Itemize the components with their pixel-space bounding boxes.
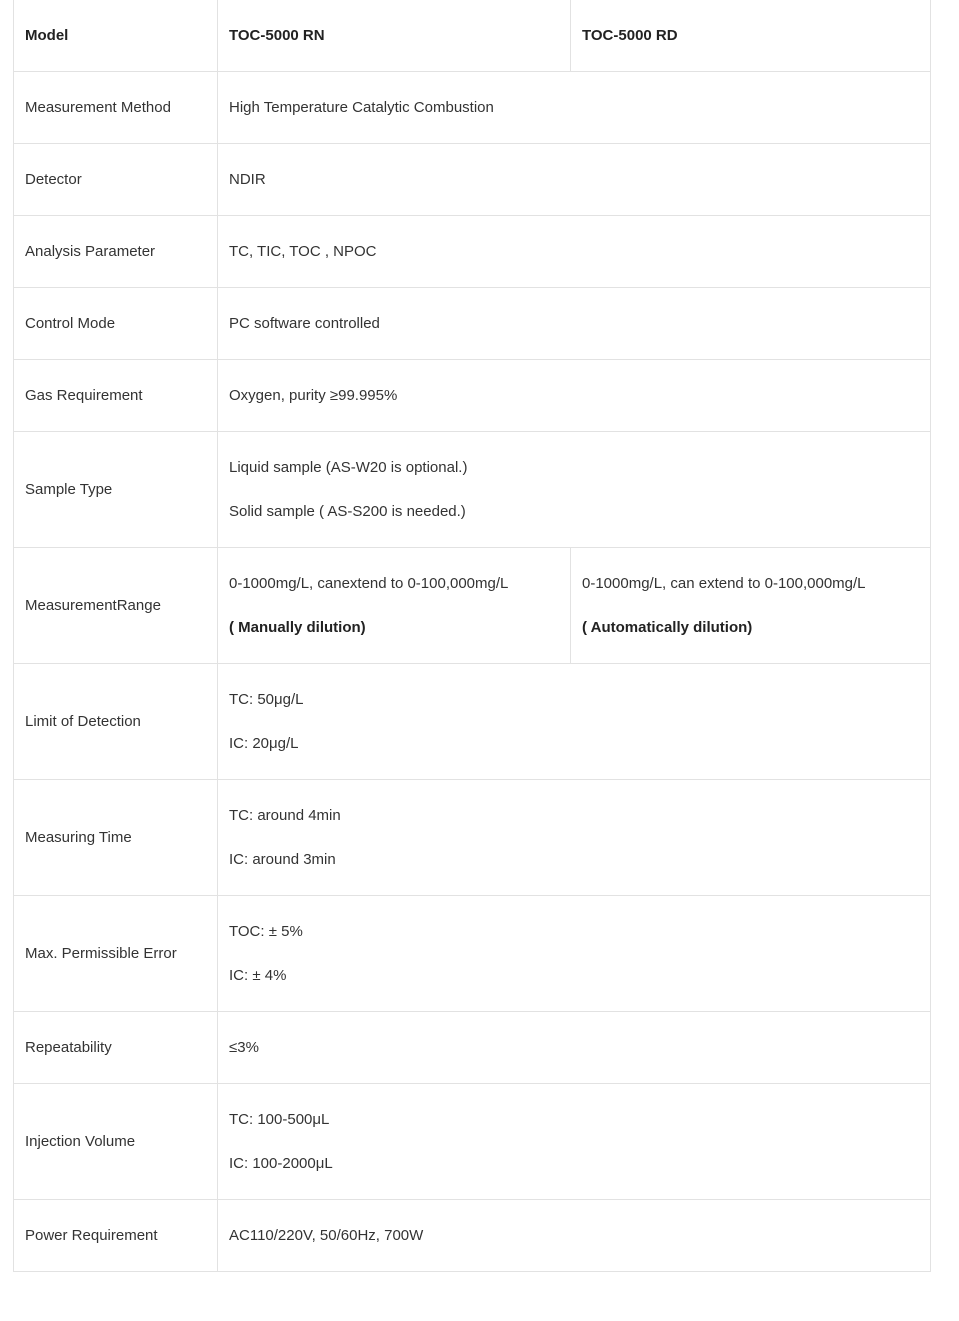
row-value: [218, 1084, 931, 1200]
table-row: [14, 360, 931, 432]
row-value: Oxygen, purity ≥99.995%: [218, 360, 931, 432]
value-line: Liquid sample (AS-W20 is optional.): [229, 458, 468, 476]
model-rd-header: TOC-5000 RD: [571, 0, 931, 72]
table-row: [14, 216, 931, 288]
table-row: [14, 1200, 931, 1272]
table-row: [14, 548, 931, 664]
value-line: TC: around 4min: [229, 806, 341, 824]
row-label: Max. Permissible Error: [14, 896, 218, 1012]
row-value: TC, TIC, TOC , NPOC: [218, 216, 931, 288]
row-value: [218, 664, 931, 780]
spec-table: [13, 0, 931, 1272]
value-line: IC: around 3min: [229, 850, 336, 868]
row-label: MeasurementRange: [14, 548, 218, 664]
table-row: [14, 1012, 931, 1084]
row-label: Limit of Detection: [14, 664, 218, 780]
row-value: PC software controlled: [218, 288, 931, 360]
row-value-rn: [218, 548, 571, 664]
table-row: [14, 144, 931, 216]
header-label: Model: [14, 0, 218, 72]
value-line: 0-1000mg/L, can extend to 0-100,000mg/L: [582, 574, 866, 592]
row-label: Injection Volume: [14, 1084, 218, 1200]
value-line: IC: ± 4%: [229, 966, 287, 984]
row-label: Gas Requirement: [14, 360, 218, 432]
value-line: IC: 100-2000μL: [229, 1154, 333, 1172]
row-value: ≤3%: [218, 1012, 931, 1084]
row-label: Measuring Time: [14, 780, 218, 896]
value-line: IC: 20μg/L: [229, 734, 299, 752]
table-row: [14, 288, 931, 360]
row-value: [218, 780, 931, 896]
row-label: Repeatability: [14, 1012, 218, 1084]
row-label: Power Requirement: [14, 1200, 218, 1272]
table-row: [14, 432, 931, 548]
row-value: [218, 896, 931, 1012]
table-row: [14, 780, 931, 896]
row-value: NDIR: [218, 144, 931, 216]
row-value: High Temperature Catalytic Combustion: [218, 72, 931, 144]
row-label: Detector: [14, 144, 218, 216]
value-line: 0-1000mg/L, canextend to 0-100,000mg/L: [229, 574, 509, 592]
row-label: Measurement Method: [14, 72, 218, 144]
value-line: Solid sample ( AS-S200 is needed.): [229, 502, 466, 520]
value-line: TOC: ± 5%: [229, 922, 303, 940]
value-note: ( Automatically dilution): [582, 618, 753, 636]
value-line: TC: 50μg/L: [229, 690, 304, 708]
table-row: [14, 72, 931, 144]
row-value-rd: [571, 548, 931, 664]
table-row: [14, 896, 931, 1012]
table-row: [14, 664, 931, 780]
row-label: Control Mode: [14, 288, 218, 360]
row-value: AC110/220V, 50/60Hz, 700W: [218, 1200, 931, 1272]
row-value: [218, 432, 931, 548]
row-label: Analysis Parameter: [14, 216, 218, 288]
value-note: ( Manually dilution): [229, 618, 366, 636]
header-row: [14, 0, 931, 72]
model-rn-header: TOC-5000 RN: [218, 0, 571, 72]
row-label: Sample Type: [14, 432, 218, 548]
table-row: [14, 1084, 931, 1200]
value-line: TC: 100-500μL: [229, 1110, 330, 1128]
